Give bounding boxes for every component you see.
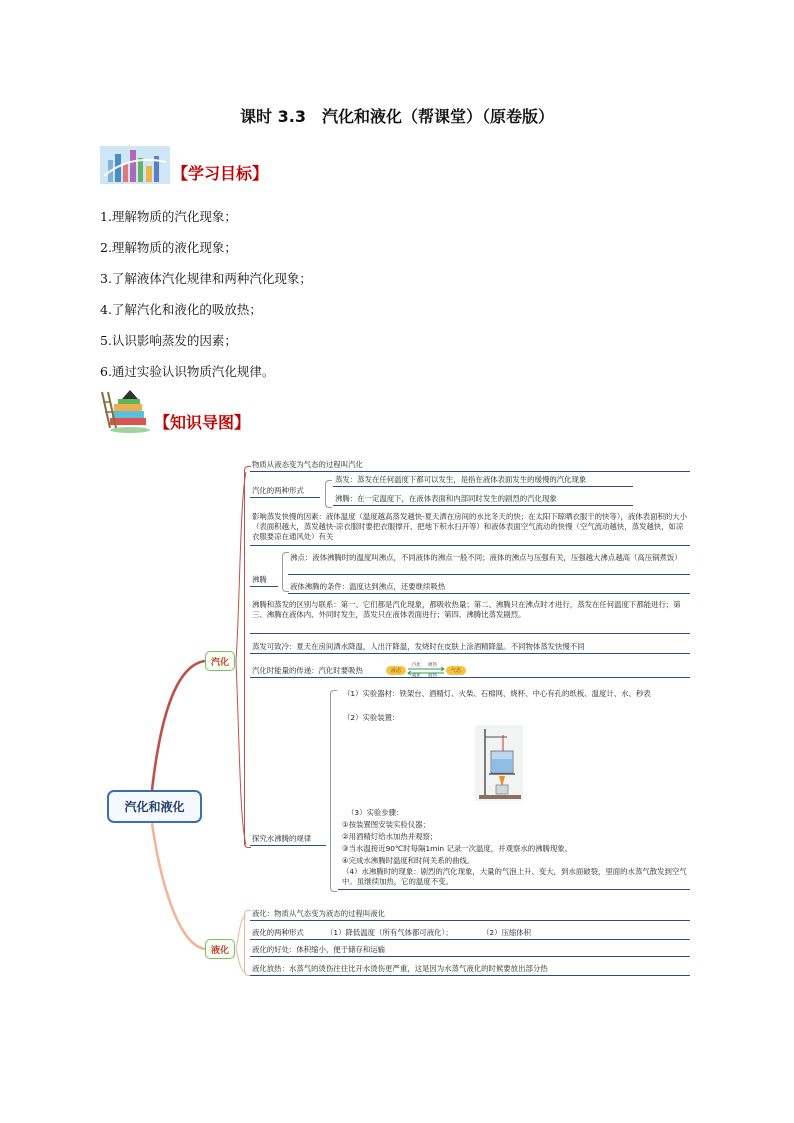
- boiling-condition-text: 液体沸腾的条件：温度达到沸点，还要继续吸热: [290, 582, 446, 591]
- branch-liquefaction: 液化: [205, 939, 235, 959]
- liquefaction-form-1: （1）降低温度（所有气体都可液化）；: [326, 928, 453, 937]
- page-title: 课时 3.3 汽化和液化（帮课堂）（原卷版）: [240, 107, 554, 126]
- liquefaction-heat: 液化放热：水蒸气的烫伤往往比开水烫伤更严重，这是因为水蒸气液化的时候要放出部分热: [252, 964, 548, 973]
- vaporization-bracket: [244, 466, 251, 848]
- connector-liquefaction: [152, 823, 205, 949]
- goal-item: 2.理解物质的液化现象；: [100, 240, 237, 255]
- experiment-step-3: ③当水温接近90℃时每隔1min 记录一次温度，并观察水的沸腾现象。: [342, 844, 573, 853]
- knowledge-map-label: 【知识导图】: [154, 412, 251, 432]
- learning-goals-label: 【学习目标】: [172, 163, 269, 183]
- boiling-label: 沸腾: [252, 575, 267, 584]
- mindmap-root: 汽化和液化: [107, 790, 202, 823]
- experiment-label: 探究水沸腾的规律: [252, 834, 312, 843]
- vaporization-definition: 物质从液态变为气态的过程叫汽化: [252, 460, 363, 469]
- experiment-setup: （2）实验装置：: [343, 713, 400, 722]
- arrow-bottom-label-2: 放热: [428, 674, 437, 679]
- boiling-point-text: 沸点：液体沸腾时的温度叫沸点，不同液体的沸点一般不同；液体的沸点与压强有关，压强越大沸点越高（高压锅煮饭）: [290, 553, 682, 562]
- experiment-step-2: ②用酒精灯给水加热并观察；: [342, 832, 438, 841]
- experiment-step-1: ①按装置图安装实验仪器；: [342, 820, 430, 829]
- two-forms-label: 汽化的两种形式: [252, 486, 304, 495]
- goal-item: 4.了解汽化和液化的吸放热；: [100, 302, 262, 317]
- boiling-apparatus-image: [475, 725, 523, 801]
- liquefaction-form-2: （2）压缩体积: [482, 928, 532, 937]
- boiling-phenomenon: （4）水沸腾时的现象：剧烈的汽化现象，大量的气泡上升、变大，到水面破裂，里面的水蒸气散发到空气中。虽继续加热，它的温度不变。: [342, 867, 687, 886]
- goal-item: 3.了解液体汽化规律和两种汽化现象；: [100, 271, 312, 286]
- evaporation-factors: 影响蒸发快慢的因素：液体温度（温度越高蒸发越快-夏天洒在房间的水比冬天的快；在太阳下晾晒衣服干的快等），液体表面积的大小（表面积越大，蒸发越快-凉衣服时要把衣服撑开、把地下积水扫开等）和液体表面空气流动的快慢（空气流动越快，蒸发越快，如凉衣服要凉在通风处）有关: [252, 512, 688, 541]
- experiment-step-4: ④完成水沸腾时温度和时间关系的曲线。: [342, 856, 475, 865]
- boiling-text: 沸腾：在一定温度下，在液体表面和内部同时发生的剧烈的汽化现象: [335, 494, 557, 503]
- arrow-top-label-1: 汽化: [412, 663, 421, 668]
- arrow-bottom-label-1: 液化: [412, 674, 421, 679]
- branch-vaporization: 汽化: [205, 651, 235, 671]
- liquefaction-definition: 液化：物质从气态变为液态的过程叫液化: [252, 909, 386, 918]
- energy-transfer-text: 汽化时能量的传递：汽化时要吸热: [252, 666, 363, 675]
- goal-item: 6.通过实验认识物质汽化规律。: [100, 364, 275, 379]
- boiling-evaporation-difference: 沸腾和蒸发的区别与联系：第一、它们都是汽化现象，都吸收热量；第二、沸腾只在沸点时才进行，蒸发在任何温度下都能进行；第三、沸腾在液体内、外同时发生，蒸发只在液体表面进行；第四、沸腾比蒸发剧烈。: [252, 600, 681, 619]
- arrow-top-label-2: 吸热: [428, 663, 437, 668]
- evaporation-text: 蒸发：蒸发在任何温度下都可以发生，是指在液体表面发生的缓慢的汽化现象: [335, 475, 587, 484]
- liquid-state-badge: 液态: [386, 666, 406, 675]
- experiment-materials: （1）实验器材：铁架台、酒精灯、火柴、石棉网、烧杯、中心有孔的纸板、温度计、水、秒表: [343, 689, 651, 698]
- liquefaction-benefit: 液化的好处：体积缩小，便于储存和运输: [252, 945, 386, 954]
- goal-item: 5.认识影响蒸发的因素；: [100, 333, 237, 348]
- goal-item: 1.理解物质的汽化现象；: [100, 209, 237, 224]
- liquefaction-forms-label: 液化的两种形式: [252, 928, 304, 937]
- evaporation-cooling: 蒸发可致冷：夏天在房间洒水降温，人出汗降温，发烧时在皮肤上涂酒精降温。不同物体蒸发快慢不同: [252, 642, 585, 651]
- gas-state-badge: 气态: [446, 666, 466, 675]
- connector-vaporization: [152, 661, 205, 790]
- experiment-steps-title: （3）实验步骤：: [347, 808, 404, 817]
